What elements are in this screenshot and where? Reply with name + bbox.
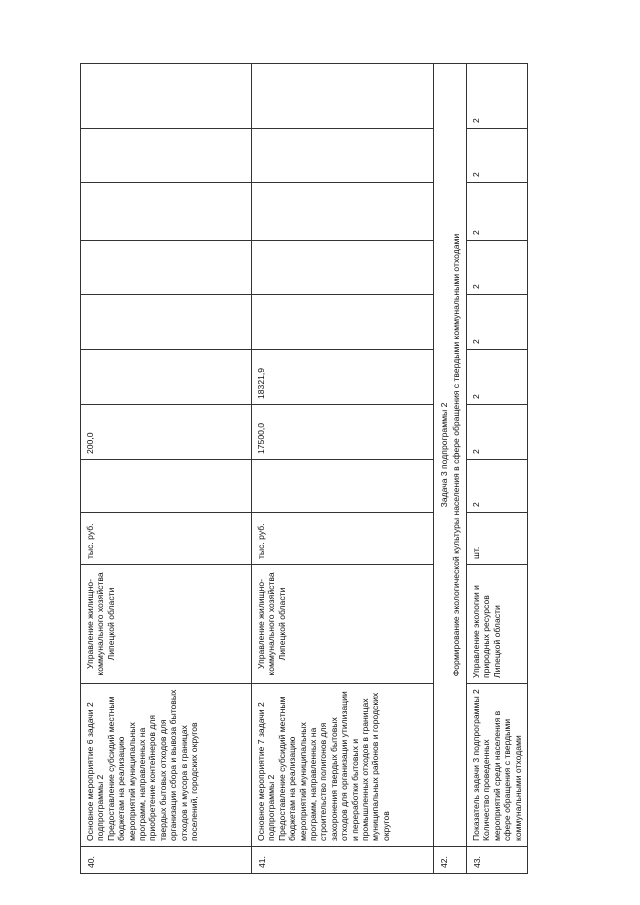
value-cell bbox=[252, 64, 434, 129]
task-row bbox=[434, 64, 467, 874]
value-cell: 2 bbox=[467, 295, 528, 350]
measure-name: Показатель задачи 3 подпрограммы 2 Количество проведенных мероприятий среди населения в сфере обращения с твердыми коммунальными отходами bbox=[467, 684, 528, 847]
value-cell bbox=[81, 129, 252, 183]
measure-name: Основное мероприятие 6 задачи 2 подпрограммы 2 Предоставление субсидий местным бюджетам на реализацию мероприятий муниципальных программ, направленных на приобретение контейнеров для твердых бытовых отходов для организации сбора и вывоза бытовых отходов и мусора в границах поселений, городских округов bbox=[81, 684, 252, 847]
program-table bbox=[80, 63, 528, 874]
task-title: Задача 3 подпрограммы 2 bbox=[439, 402, 449, 508]
task-heading bbox=[434, 64, 467, 847]
value-cell bbox=[81, 64, 252, 129]
table-row bbox=[467, 64, 528, 874]
executor: Управление жилищно-коммунального хозяйства Липецкой области bbox=[81, 565, 252, 684]
value-cell: 2 bbox=[467, 460, 528, 513]
value-cell bbox=[252, 129, 434, 183]
unit: шт. bbox=[467, 513, 528, 565]
value-cell: 2 bbox=[467, 350, 528, 405]
value-cell: 2 bbox=[467, 405, 528, 460]
unit: тыс. руб. bbox=[252, 513, 434, 565]
value-cell: 2 bbox=[467, 64, 528, 129]
rotated-table-wrapper bbox=[80, 64, 523, 874]
value-cell bbox=[252, 295, 434, 350]
task-text: Формирование экологической культуры населения в сфере обращения с твердыми коммунальными отходами bbox=[451, 233, 461, 677]
value-cell: 200,0 bbox=[81, 405, 252, 460]
value-cell: 2 bbox=[467, 183, 528, 241]
row-number: 41. bbox=[252, 847, 434, 874]
value-cell bbox=[252, 241, 434, 295]
value-cell: 2 bbox=[467, 129, 528, 183]
value-cell bbox=[81, 183, 252, 241]
value-cell: 2 bbox=[467, 241, 528, 295]
executor: Управление жилищно-коммунального хозяйства Липецкой области bbox=[252, 565, 434, 684]
measure-name: Основное мероприятие 7 задачи 2 подпрограммы 2 Предоставление субсидий местным бюджетам на реализацию мероприятий муниципальных программ, направленных на строительство полигонов для захоронения твердых бытовых отходов для организации утилизации и переработки бытовых и промышленных отходов в границах муниципальных районов и городских округов bbox=[252, 684, 434, 847]
value-cell bbox=[81, 295, 252, 350]
row-number: 43. bbox=[467, 847, 528, 874]
executor: Управление экологии и природных ресурсов Липецкой области bbox=[467, 565, 528, 684]
value-cell bbox=[81, 241, 252, 295]
value-cell bbox=[252, 460, 434, 513]
row-number: 40. bbox=[81, 847, 252, 874]
unit: тыс. руб. bbox=[81, 513, 252, 565]
table-row bbox=[81, 64, 252, 874]
value-cell: 17500,0 bbox=[252, 405, 434, 460]
value-cell bbox=[81, 460, 252, 513]
value-cell bbox=[252, 183, 434, 241]
row-number: 42. bbox=[434, 847, 467, 874]
value-cell bbox=[81, 350, 252, 405]
value-cell: 18321,9 bbox=[252, 350, 434, 405]
table-row bbox=[252, 64, 434, 874]
